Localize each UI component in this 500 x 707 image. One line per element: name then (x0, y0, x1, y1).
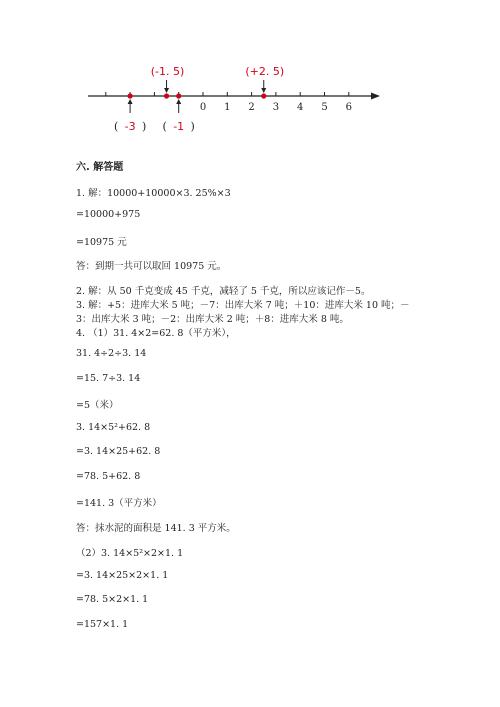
tick-label: 0 (199, 102, 207, 113)
below-label-close-paren: ) (190, 120, 195, 133)
equation-line: （2）3. 14×5²×2×1. 1 (76, 548, 184, 559)
answer-line: 答：到期一共可以取回 10975 元。 (76, 261, 227, 272)
up-arrowhead (176, 99, 181, 104)
equation-line: =157×1. 1 (76, 619, 129, 630)
equation-line: =5（米） (76, 400, 119, 411)
tick-label: 5 (321, 102, 328, 113)
solution-line: 3：出库大米 3 吨；－2：出库大米 2 吨；＋8：进库大米 8 吨。 (76, 314, 349, 325)
equation-line: =3. 14×25×2×1. 1 (76, 570, 169, 581)
answer-line: 答：抹水泥的面积是 141. 3 平方米。 (76, 523, 236, 534)
below-label: -1 (173, 120, 185, 133)
equation-line: =78. 5×2×1. 1 (76, 594, 149, 605)
red-point (176, 93, 181, 98)
solution-line: 4. （1）31. 4×2=62. 8（平方米）， (76, 328, 236, 339)
red-point (128, 93, 133, 98)
number-line-arrowhead (371, 93, 380, 100)
down-arrowhead (164, 88, 169, 93)
above-label: (+2. 5) (245, 65, 285, 78)
equation-line: =78. 5+62. 8 (76, 471, 141, 482)
solution-line: 1. 解：10000+10000×3. 25%×3 (76, 188, 231, 199)
red-point (164, 93, 169, 98)
up-arrowhead (128, 99, 133, 104)
section-title: 六. 解答题 (76, 162, 124, 173)
tick-label: 6 (345, 102, 352, 113)
equation-line: 3. 14×5²+62. 8 (76, 422, 151, 433)
tick-label: 3 (272, 102, 280, 113)
equation-line: =3. 14×25+62. 8 (76, 446, 161, 457)
below-label: -3 (124, 120, 136, 133)
below-label-open-paren: ( (113, 120, 119, 133)
tick-label: 4 (297, 102, 304, 113)
below-label-close-paren: ) (141, 120, 147, 133)
red-point (261, 93, 266, 98)
tick-label: 1 (224, 102, 231, 113)
number-line (0, 0, 500, 150)
down-arrowhead (261, 88, 266, 93)
equation-line: =15. 7÷3. 14 (76, 373, 141, 384)
solution-line: 3. 解：+5：进库大米 5 吨；－7：出库大米 7 吨；＋10：进库大米 10 吨；－ (76, 300, 410, 311)
solution-line: 2. 解：从 50 千克变成 45 千克，减轻了 5 千克，所以应该记作－5。 (76, 286, 371, 297)
equation-line: =141. 3（平方米） (76, 498, 162, 509)
tick-label: 2 (248, 102, 255, 113)
equation-line: 31. 4÷2÷3. 14 (76, 348, 147, 359)
equation-line: =10000+975 (76, 209, 141, 220)
equation-line: =10975 元 (76, 237, 127, 248)
below-label-open-paren: ( (162, 120, 167, 133)
above-label: (-1. 5) (150, 65, 185, 78)
